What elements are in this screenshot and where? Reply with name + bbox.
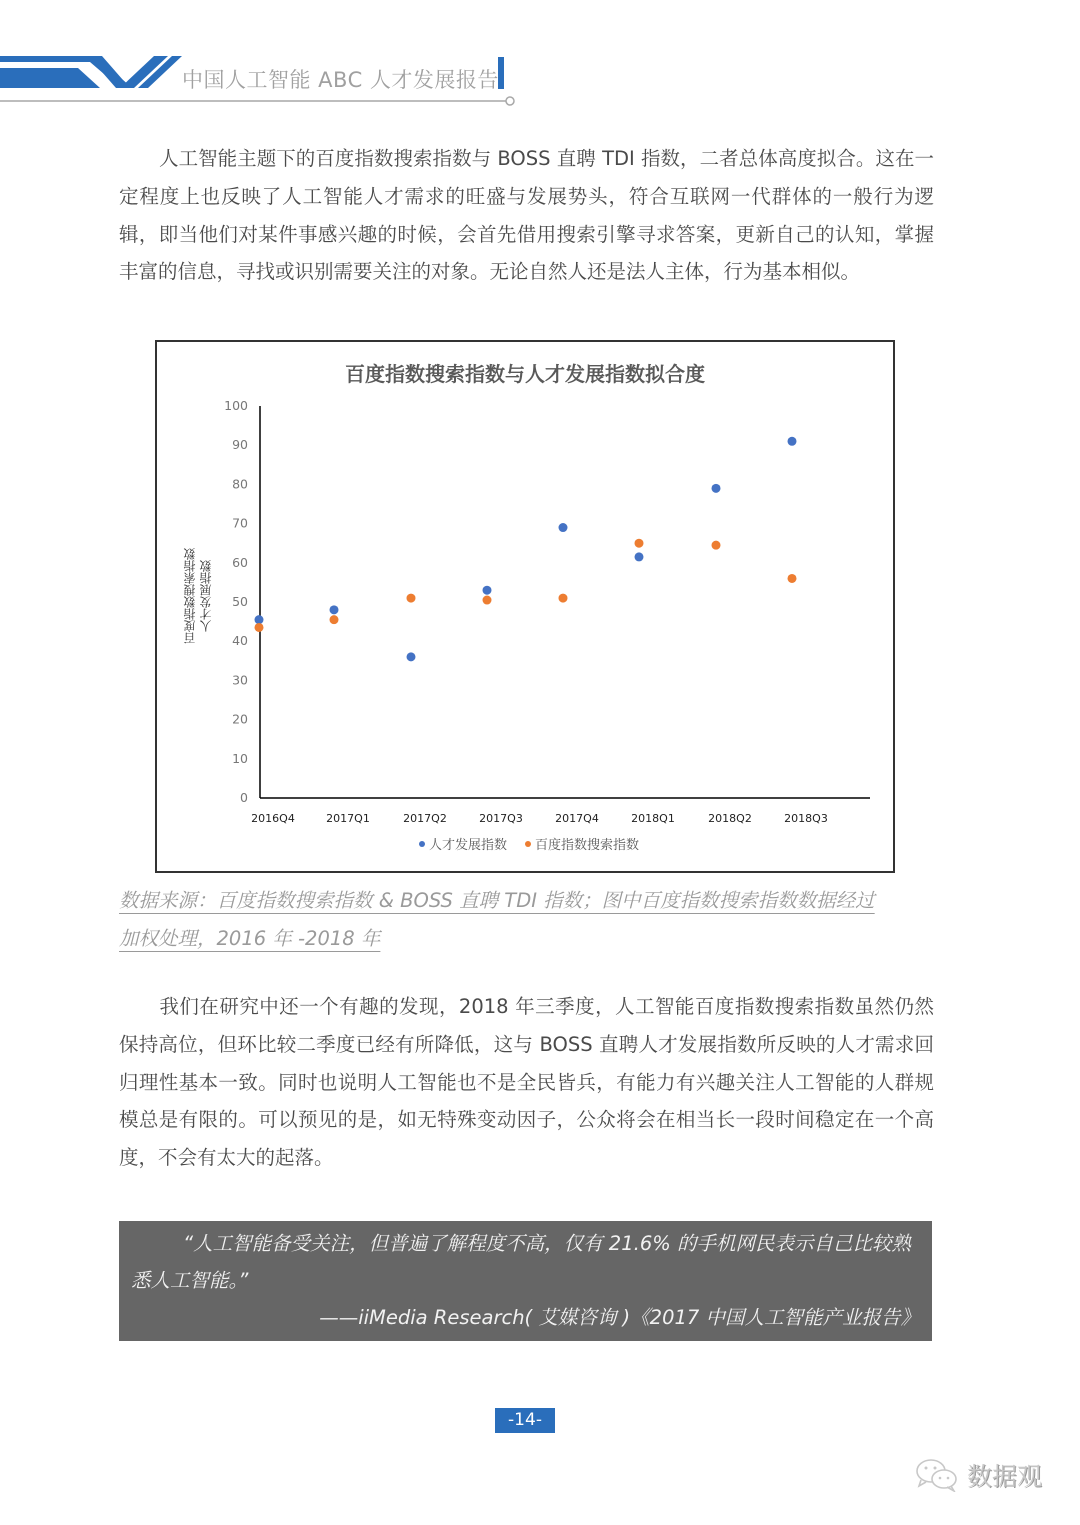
data-point — [255, 623, 264, 632]
scatter-plot — [157, 342, 897, 875]
x-tick-label: 2018Q2 — [708, 812, 752, 825]
y-axis-label — [177, 548, 227, 648]
data-point — [559, 523, 568, 532]
paragraph-text: 我们在研究中还一个有趣的发现，2018 年三季度，人工智能百度指数搜索指数虽然仍然保持高位，但环比较二季度已经有所降低，这与 BOSS 直聘人才发展指数所反映的人才需求回归理性基本一致。同时也说明人工智能也不是全民皆兵，有能力有兴趣关注人工智能的人群规模总是有限的。可以预见的是，如无特殊变动因子，公众将会在相当长一段时间稳定在一个高度，不会有太大的起落。 — [119, 995, 934, 1170]
legend-dot-icon — [419, 841, 425, 847]
page-number: -14- — [495, 1408, 555, 1433]
x-tick-label: 2017Q3 — [479, 812, 523, 825]
x-tick-label: 2018Q3 — [784, 812, 828, 825]
quote-source: ——iiMedia Research( 艾媒咨询 )《2017 中国人工智能产业报告》 — [319, 1306, 920, 1329]
data-point — [712, 541, 721, 550]
y-tick-label: 90 — [232, 437, 248, 453]
watermark — [915, 1455, 1042, 1495]
quote-text: “人工智能备受关注，但普遍了解程度不高，仅有 21.6% 的手机网民表示自己比较熟悉人工智能。” — [131, 1232, 911, 1292]
chart-source-caption — [119, 882, 934, 958]
caption-line-1: 数据来源：百度指数搜索指数 & BOSS 直聘 TDI 指数；图中百度指数搜索指数数据经过 — [119, 889, 875, 912]
y-tick-label: 80 — [232, 476, 248, 492]
y-tick-label: 60 — [232, 554, 248, 570]
x-tick-label: 2016Q4 — [251, 812, 295, 825]
y-tick-label: 50 — [232, 594, 248, 609]
y-tick-label: 30 — [232, 672, 248, 688]
body-paragraph-1 — [119, 140, 934, 291]
chart-container — [155, 340, 895, 873]
y-tick-label: 40 — [232, 633, 248, 649]
chart-title: 百度指数搜索指数与人才发展指数拟合度 — [345, 362, 705, 386]
x-tick-label: 2017Q4 — [555, 812, 599, 825]
data-point — [407, 594, 416, 603]
x-tick-label: 2017Q2 — [403, 812, 447, 825]
data-point — [407, 652, 416, 661]
legend-item-talent — [419, 834, 507, 853]
chart-legend — [419, 834, 639, 853]
y-tick-label: 100 — [224, 398, 248, 413]
page-header — [0, 40, 540, 120]
x-tick-label: 2017Q1 — [326, 812, 370, 825]
legend-item-baidu — [525, 834, 639, 853]
data-point — [788, 574, 797, 583]
data-point — [635, 552, 644, 561]
y-axis-label-line-2: 人才发展指数 — [199, 560, 213, 632]
data-point — [712, 484, 721, 493]
data-point — [330, 615, 339, 624]
watermark-text: 数据观 — [967, 1462, 1043, 1491]
data-point — [635, 539, 644, 548]
legend-label: 百度指数搜索指数 — [535, 838, 640, 853]
body-paragraph-2 — [119, 988, 934, 1177]
paragraph-text: 人工智能主题下的百度指数搜索指数与 BOSS 直聘 TDI 指数，二者总体高度拟合。这在一定程度上也反映了人工智能人才需求的旺盛与发展势头，符合互联网一代群体的一般行为逻辑，即当他们对某件事感兴趣的时候，会首先借用搜索引擎寻求答案，更新自己的认知，掌握丰富的信息，寻找或识别需要关注的对象。无论自然人还是法人主体，行为基本相似。 — [119, 147, 934, 284]
data-point — [788, 437, 797, 446]
report-title: 中国人工智能 ABC 人才发展报告 — [182, 68, 499, 92]
data-point — [483, 586, 492, 595]
legend-dot-icon — [525, 841, 531, 847]
quote-box — [119, 1221, 932, 1341]
data-point — [255, 615, 264, 624]
data-point — [559, 594, 568, 603]
data-point — [483, 596, 492, 605]
data-point — [330, 605, 339, 614]
y-tick-label: 0 — [240, 790, 248, 805]
x-tick-label: 2018Q1 — [631, 812, 675, 825]
caption-line-2: 加权处理，2016 年 -2018 年 — [119, 926, 381, 950]
legend-label: 人才发展指数 — [429, 838, 508, 853]
y-tick-label: 70 — [232, 515, 248, 531]
y-tick-label: 20 — [232, 711, 248, 727]
y-tick-label: 10 — [232, 750, 248, 766]
y-axis-label-line-1: 百度指数搜索指数 — [183, 548, 197, 644]
wechat-icon — [915, 1458, 959, 1492]
